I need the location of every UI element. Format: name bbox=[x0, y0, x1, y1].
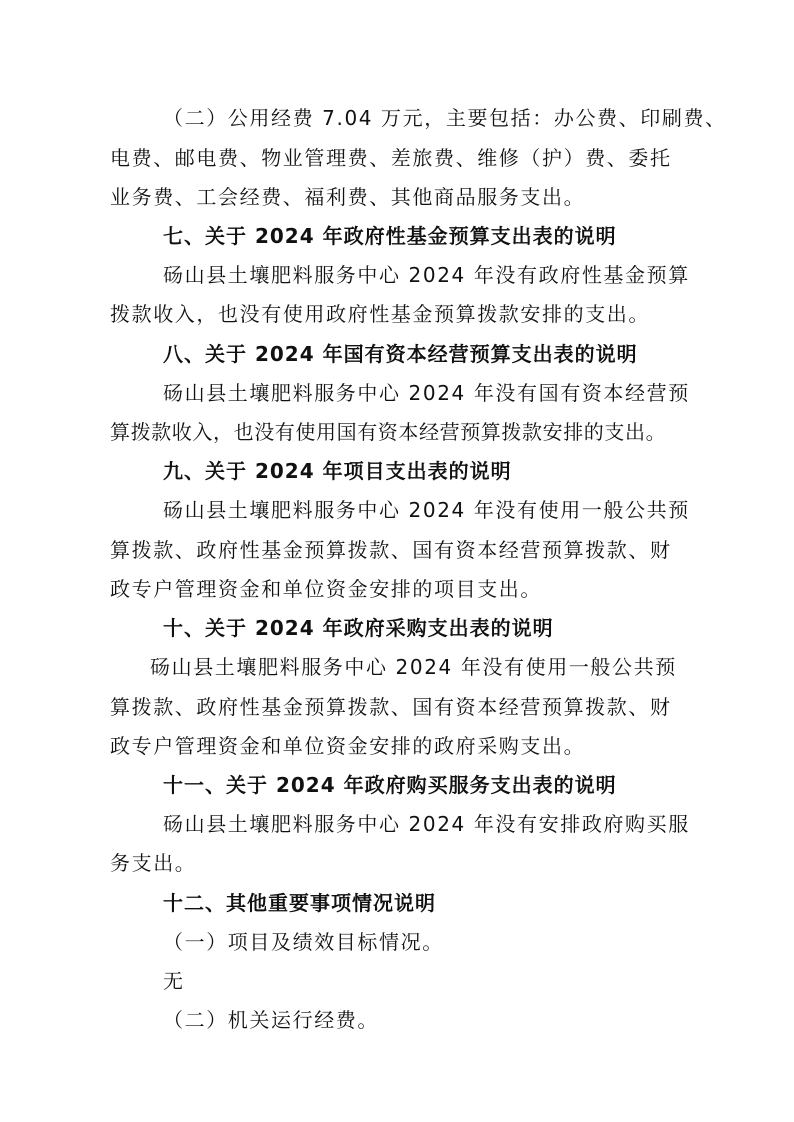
body-text-line: （二）机关运行经费。 bbox=[163, 1008, 379, 1032]
body-text-line: 电费、邮电费、物业管理费、差旅费、维修（护）费、委托 bbox=[110, 146, 672, 170]
body-text-line: 无 bbox=[163, 969, 185, 993]
body-text-line: 砀山县土壤肥料服务中心 2024 年没有安排政府购买服 bbox=[163, 812, 690, 836]
body-text-line: 砀山县土壤肥料服务中心 2024 年没有使用一般公共预 bbox=[163, 498, 690, 522]
body-text-line: 务支出。 bbox=[110, 851, 197, 875]
body-text-line: 拨款收入，也没有使用政府性基金预算拨款安排的支出。 bbox=[110, 302, 650, 326]
body-text-line: 砀山县土壤肥料服务中心 2024 年没有使用一般公共预 bbox=[150, 655, 677, 679]
body-text-line: （一）项目及绩效目标情况。 bbox=[163, 930, 444, 954]
body-text-line: 业务费、工会经费、福利费、其他商品服务支出。 bbox=[110, 185, 586, 209]
section-heading: 十二、其他重要事项情况说明 bbox=[163, 891, 436, 915]
section-heading: 八、关于 2024 年国有资本经营预算支出表的说明 bbox=[163, 342, 638, 366]
body-text-line: 算拨款、政府性基金预算拨款、国有资本经营预算拨款、财 bbox=[110, 538, 672, 562]
body-text-line: 政专户管理资金和单位资金安排的项目支出。 bbox=[110, 577, 542, 601]
body-text-line: 政专户管理资金和单位资金安排的政府采购支出。 bbox=[110, 734, 586, 758]
body-text-line: 算拨款、政府性基金预算拨款、国有资本经营预算拨款、财 bbox=[110, 695, 672, 719]
body-text-line: 砀山县土壤肥料服务中心 2024 年没有国有资本经营预 bbox=[163, 381, 690, 405]
body-text-line: （二）公用经费 7.04 万元，主要包括：办公费、印刷费、 bbox=[163, 106, 727, 130]
section-heading: 十、关于 2024 年政府采购支出表的说明 bbox=[163, 616, 554, 640]
body-text-line: 砀山县土壤肥料服务中心 2024 年没有政府性基金预算 bbox=[163, 263, 690, 287]
section-heading: 七、关于 2024 年政府性基金预算支出表的说明 bbox=[163, 224, 617, 248]
section-heading: 九、关于 2024 年项目支出表的说明 bbox=[163, 459, 512, 483]
body-text-line: 算拨款收入，也没有使用国有资本经营预算拨款安排的支出。 bbox=[110, 420, 667, 444]
section-heading: 十一、关于 2024 年政府购买服务支出表的说明 bbox=[163, 773, 617, 797]
